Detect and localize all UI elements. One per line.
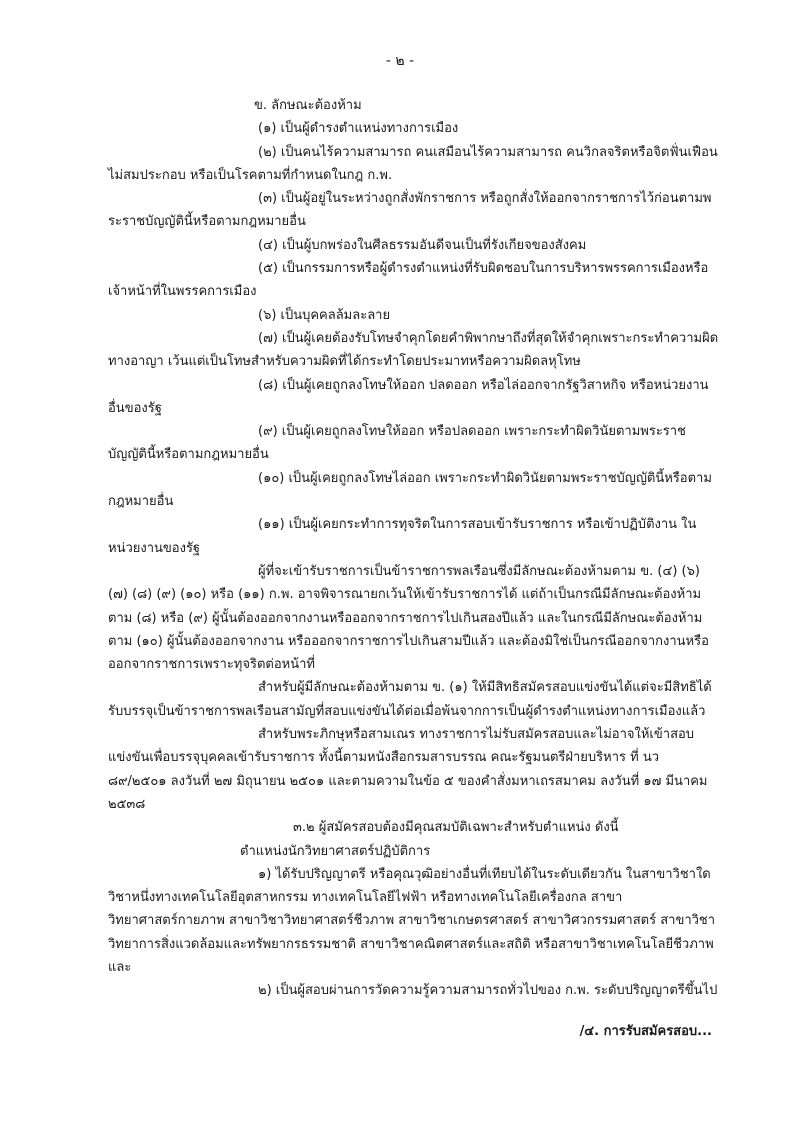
list-item: (๑) เป็นผู้ดำรงตำแหน่งทางการเมือง [258, 121, 459, 137]
position-title: ตำแหน่งนักวิทยาศาสตร์ปฏิบัติการ [240, 843, 431, 859]
list-item: (๘) เป็นผู้เคยถูกลงโทษให้ออก ปลดออก หรือไล่ออกจากรัฐวิสาหกิจ หรือหน่วยงานอื่นของรัฐ [108, 377, 709, 416]
page-number: - ๒ - [385, 53, 415, 69]
list-item: ๒) เป็นผู้สอบผ่านการวัดความรู้ความสามารถทั่วไปของ ก.พ. ระดับปริญญาตรีขึ้นไป [258, 983, 718, 999]
exemption-paragraph: ผู้ที่จะเข้ารับราชการเป็นข้าราชการพลเรือนซึ่งมีลักษณะต้องห้ามตาม ข. (๔) (๖) (๗) (๘) (๙) (๑๐) หรือ (๑๑) ก.พ. อาจพิจารณายกเว้นให้เข้ารับราชการได้ แต่ถ้าเป็นกรณีมีลักษณะต้องห้ามตาม (๘) หรือ (๙) ผู้นั้นต้องออกจากงานหรือออกจากราชการไปเกินสองปีแล้ว และในกรณีมีลักษณะต้องห้ามตาม (๑๐) ผู้นั้นต้องออกจากงาน หรือออกจากราชการไปเกินสามปีแล้ว และต้องมิใช่เป็นกรณีออกจากงานหรือออกจากราชการเพราะทุจริตต่อหน้าที่ [108, 563, 709, 673]
list-item: (๖) เป็นบุคคลล้มละลาย [258, 307, 391, 323]
list-item: (๑๐) เป็นผู้เคยถูกลงโทษไล่ออก เพราะกระทำผิดวินัยตามพระราชบัญญัตินี้หรือตามกฎหมายอื่น [108, 470, 712, 510]
monk-paragraph: สำหรับพระภิกษุหรือสามเณร ทางราชการไม่รับสมัครสอบและไม่อาจให้เข้าสอบแข่งขันเพื่อบรรจุบุคคลเข้ารับราชการ ทั้งนี้ตามหนังสือกรมสารบรรณ คณะรัฐมนตรีฝ่ายบริหาร ที่ นว ๘๙/๒๕๐๑ ลงวันที่ ๒๗ มิถุนายน ๒๕๐๑ และตามความในข้อ ๕ ของคำสั่งมหาเถรสมาคม ลงวันที่ ๑๗ มีนาคม ๒๕๓๘ [108, 727, 708, 812]
list-item: (๑๑) เป็นผู้เคยกระทำการทุจริตในการสอบเข้ารับราชการ หรือเข้าปฏิบัติงาน ในหน่วยงานของรัฐ [108, 517, 697, 556]
political-position-paragraph: สำหรับผู้มีลักษณะต้องห้ามตาม ข. (๑) ให้มีสิทธิสมัครสอบแข่งขันได้แต่จะมีสิทธิได้รับบรรจุเป็นข้าราชการพลเรือนสามัญที่สอบแข่งขันได้ต่อเมื่อพ้นจากการเป็นผู้ดำรงตำแหน่งทางการเมืองแล้ว [108, 680, 712, 719]
list-item: (๒) เป็นคนไร้ความสามารถ คนเสมือนไร้ความสามารถ คนวิกลจริตหรือจิตฟั่นเฟือนไม่สมประกอบ หรือเป็นโรคตามที่กำหนดในกฎ ก.พ. [108, 144, 718, 183]
qualification-list [108, 863, 720, 1003]
list-item: (๗) เป็นผู้เคยต้องรับโทษจำคุกโดยคำพิพากษาถึงที่สุดให้จำคุกเพราะกระทำความผิดทางอาญา เว้นแต่เป็นโทษสำหรับความผิดที่ได้กระทำโดยประมาทหรือความผิดลหุโทษ [108, 330, 719, 370]
list-item: ๑) ได้รับปริญญาตรี หรือคุณวุฒิอย่างอื่นที่เทียบได้ในระดับเดียวกัน ในสาขาวิชาใดวิชาหนึ่งทางเทคโนโลยีอุตสาหกรรม ทางเทคโนโลยีไฟฟ้า หรือทางเทคโนโลยีเครื่องกล สาขาวิทยาศาสตร์กายภาพ สาขาวิชาวิทยาศาสตร์ชีวภาพ สาขาวิชาเกษตรศาสตร์ สาขาวิศวกรรมศาสตร์ สาขาวิชาวิทยาการสิ่งแวดล้อมและทรัพยากรธรรมชาติ สาขาวิชาคณิตศาสตร์และสถิติ หรือสาขาวิชาเทคโนโลยีชีวภาพ และ [108, 866, 716, 975]
list-item: (๔) เป็นผู้บกพร่องในศีลธรรมอันดีจนเป็นที่รังเกียจของสังคม [258, 237, 587, 253]
list-item: (๓) เป็นผู้อยู่ในระหว่างถูกสั่งพักราชการ หรือถูกสั่งให้ออกจากราชการไว้ก่อนตามพระราชบัญญัตินี้หรือตามกฎหมายอื่น [108, 191, 712, 230]
footer-continuation: /๔. การรับสมัครสอบ... [579, 1024, 712, 1039]
prohibition-list [108, 117, 720, 560]
section-heading: ข. ลักษณะต้องห้าม [254, 98, 362, 113]
list-item: (๕) เป็นกรรมการหรือผู้ดำรงตำแหน่งที่รับผิดชอบในการบริหารพรรคการเมืองหรือเจ้าหน้าที่ในพรรคการเมือง [108, 261, 709, 300]
document-body [108, 94, 720, 1003]
qualification-heading: ๓.๒ ผู้สมัครสอบต้องมีคุณสมบัติเฉพาะสำหรับตำแหน่ง ดังนี้ [293, 820, 619, 836]
list-item: (๙) เป็นผู้เคยถูกลงโทษให้ออก หรือปลดออก เพราะกระทำผิดวินัยตามพระราชบัญญัตินี้หรือตามกฎหมายอื่น [108, 424, 686, 463]
